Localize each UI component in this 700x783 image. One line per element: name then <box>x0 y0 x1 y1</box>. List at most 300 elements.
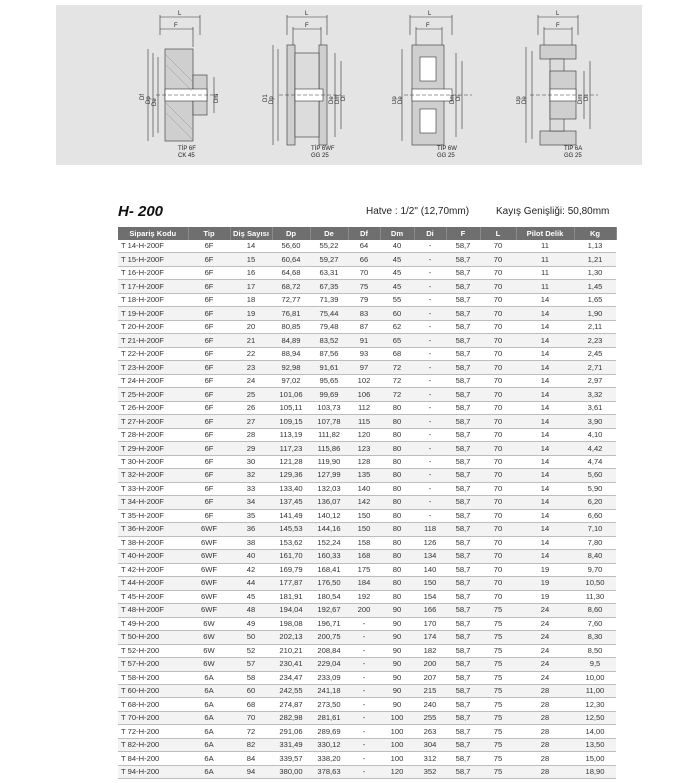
table-cell: 160,33 <box>310 550 348 563</box>
table-row <box>118 536 616 549</box>
table-row <box>118 765 616 778</box>
table-cell: 90 <box>380 658 414 671</box>
svg-text:Dp: Dp <box>269 96 275 104</box>
table-cell: 58,7 <box>446 428 480 441</box>
table-cell: 8,60 <box>574 604 616 617</box>
table-cell: 6F <box>188 482 230 495</box>
svg-text:L: L <box>556 11 560 17</box>
table-cell: 97,02 <box>272 374 310 387</box>
table-cell: 115 <box>348 415 380 428</box>
belt-width-info: Kayış Genişliği: 50,80mm <box>496 206 610 217</box>
table-cell: 70 <box>348 266 380 279</box>
table-cell: 58,7 <box>446 347 480 360</box>
table-cell: 2,45 <box>574 347 616 360</box>
table-cell: 117,23 <box>272 442 310 455</box>
table-cell: 150 <box>414 577 446 590</box>
table-cell: 6WF <box>188 577 230 590</box>
table-cell: - <box>414 293 446 306</box>
table-cell: 182 <box>414 644 446 657</box>
table-cell: 92,98 <box>272 361 310 374</box>
svg-text:L: L <box>428 11 432 17</box>
table-cell: 161,70 <box>272 550 310 563</box>
table-cell: 63,31 <box>310 266 348 279</box>
diagram-6f <box>138 5 238 165</box>
table-cell: T 36-H-200F <box>118 523 188 536</box>
table-cell: 17 <box>230 280 272 293</box>
series-title: H- 200 <box>118 203 164 220</box>
pitch-info: Hatve : 1/2" (12,70mm) <box>366 206 470 217</box>
table-cell: 90 <box>380 684 414 697</box>
table-cell: 58,7 <box>446 266 480 279</box>
table-cell: 75 <box>480 738 516 751</box>
table-row <box>118 563 616 576</box>
table-cell: 80 <box>380 590 414 603</box>
table-cell: 102 <box>348 374 380 387</box>
table-cell: 58,7 <box>446 482 480 495</box>
column-header: Df <box>348 227 380 240</box>
table-cell: 263 <box>414 725 446 738</box>
table-cell: 2,97 <box>574 374 616 387</box>
table-cell: 75 <box>480 725 516 738</box>
table-cell: - <box>414 509 446 522</box>
table-cell: - <box>414 253 446 266</box>
diagram-6w-label <box>437 146 457 160</box>
column-header: Sipariş Kodu <box>118 227 188 240</box>
svg-text:F: F <box>305 23 309 29</box>
diagram-6a <box>516 5 616 165</box>
table-cell: 38 <box>230 536 272 549</box>
table-cell: - <box>414 266 446 279</box>
table-cell: 75 <box>348 280 380 293</box>
table-cell: 103,73 <box>310 401 348 414</box>
table-row <box>118 320 616 333</box>
table-cell: 123 <box>348 442 380 455</box>
diagram-6a-type: TİP 6A <box>564 146 583 152</box>
table-cell: 14 <box>516 469 574 482</box>
table-cell: 58,7 <box>446 415 480 428</box>
table-cell: 75 <box>480 631 516 644</box>
table-cell: 134 <box>414 550 446 563</box>
table-cell: 70 <box>480 428 516 441</box>
svg-text:Di: Di <box>341 95 347 101</box>
table-cell: 338,20 <box>310 752 348 765</box>
pulley-6wf-drawing <box>261 5 361 165</box>
table-cell: 72,77 <box>272 293 310 306</box>
table-cell: 14 <box>516 482 574 495</box>
table-cell: 106 <box>348 388 380 401</box>
table-cell: 174 <box>414 631 446 644</box>
table-cell: 129,36 <box>272 469 310 482</box>
table-row <box>118 509 616 522</box>
table-cell: 242,55 <box>272 684 310 697</box>
table-cell: 75 <box>480 644 516 657</box>
table-cell: 200,75 <box>310 631 348 644</box>
table-body <box>118 240 616 779</box>
table-cell: 192 <box>348 590 380 603</box>
table-row <box>118 590 616 603</box>
table-cell: 55 <box>380 293 414 306</box>
table-row <box>118 658 616 671</box>
table-cell: 118 <box>414 523 446 536</box>
table-cell: - <box>348 752 380 765</box>
table-cell: 80 <box>380 428 414 441</box>
table-cell: 70 <box>480 293 516 306</box>
table-cell: 10,50 <box>574 577 616 590</box>
table-cell: 169,79 <box>272 563 310 576</box>
table-cell: 94 <box>230 765 272 778</box>
table-cell: 58,7 <box>446 563 480 576</box>
table-cell: 181,91 <box>272 590 310 603</box>
table-cell: 72 <box>380 361 414 374</box>
table-cell: 58,7 <box>446 334 480 347</box>
table-cell: 26 <box>230 401 272 414</box>
svg-text:De: De <box>329 96 335 104</box>
table-cell: 120 <box>380 765 414 778</box>
table-cell: 240 <box>414 698 446 711</box>
table-cell: 28 <box>516 711 574 724</box>
table-cell: 70 <box>480 253 516 266</box>
table-cell: T 28-H-200F <box>118 428 188 441</box>
table-cell: 6A <box>188 671 230 684</box>
table-cell: 14 <box>516 442 574 455</box>
table-cell: 80 <box>380 482 414 495</box>
table-cell: - <box>414 388 446 401</box>
table-cell: 80 <box>380 563 414 576</box>
table-cell: - <box>414 442 446 455</box>
svg-text:F: F <box>556 23 560 29</box>
table-cell: 55,22 <box>310 240 348 253</box>
table-cell: 304 <box>414 738 446 751</box>
table-cell: 330,12 <box>310 738 348 751</box>
table-cell: T 29-H-200F <box>118 442 188 455</box>
table-cell: 9,5 <box>574 658 616 671</box>
table-cell: 140,12 <box>310 509 348 522</box>
table-row <box>118 711 616 724</box>
table-cell: 128 <box>348 455 380 468</box>
column-header: Diş Sayısı <box>230 227 272 240</box>
table-cell: 58,7 <box>446 280 480 293</box>
table-cell: 3,32 <box>574 388 616 401</box>
table-cell: 100 <box>380 738 414 751</box>
table-cell: T 94-H-200 <box>118 765 188 778</box>
table-cell: 4,42 <box>574 442 616 455</box>
table-cell: 60 <box>230 684 272 697</box>
table-cell: T 72-H-200 <box>118 725 188 738</box>
table-cell: 58,7 <box>446 388 480 401</box>
table-cell: 14 <box>516 536 574 549</box>
table-cell: 64 <box>348 240 380 253</box>
table-row <box>118 752 616 765</box>
table-cell: 83 <box>348 307 380 320</box>
table-cell: 91 <box>348 334 380 347</box>
table-cell: 14 <box>516 293 574 306</box>
table-cell: 6WF <box>188 550 230 563</box>
table-cell: 65 <box>380 334 414 347</box>
table-cell: T 17-H-200F <box>118 280 188 293</box>
table-cell: 5,90 <box>574 482 616 495</box>
table-cell: 56,60 <box>272 240 310 253</box>
table-cell: T 38-H-200F <box>118 536 188 549</box>
table-cell: 70 <box>480 469 516 482</box>
table-cell: 25 <box>230 388 272 401</box>
table-cell: 6F <box>188 361 230 374</box>
table-cell: 6F <box>188 266 230 279</box>
table-cell: 58,7 <box>446 698 480 711</box>
table-cell: 6WF <box>188 604 230 617</box>
table-cell: 107,78 <box>310 415 348 428</box>
table-cell: 70 <box>480 347 516 360</box>
table-cell: 2,23 <box>574 334 616 347</box>
table-cell: 141,49 <box>272 509 310 522</box>
table-cell: 6W <box>188 658 230 671</box>
table-cell: 84,89 <box>272 334 310 347</box>
table-cell: 14 <box>516 523 574 536</box>
table-cell: T 30-H-200F <box>118 455 188 468</box>
svg-text:De: De <box>522 96 528 104</box>
svg-text:Dm: Dm <box>578 94 584 104</box>
table-cell: 194,04 <box>272 604 310 617</box>
table-cell: T 57-H-200 <box>118 658 188 671</box>
table-cell: 200 <box>414 658 446 671</box>
table-cell: 60,64 <box>272 253 310 266</box>
table-cell: 70 <box>230 711 272 724</box>
table-cell: T 20-H-200F <box>118 320 188 333</box>
table-row <box>118 496 616 509</box>
table-cell: T 23-H-200F <box>118 361 188 374</box>
table-cell: 90 <box>380 644 414 657</box>
table-cell: 8,50 <box>574 644 616 657</box>
table-cell: 80 <box>380 550 414 563</box>
table-cell: 16 <box>230 266 272 279</box>
table-cell: 184 <box>348 577 380 590</box>
table-cell: 58,7 <box>446 523 480 536</box>
table-cell: - <box>414 320 446 333</box>
table-cell: 33 <box>230 482 272 495</box>
column-header: Kg <box>574 227 616 240</box>
table-cell: 11,30 <box>574 590 616 603</box>
table-cell: 80 <box>380 415 414 428</box>
table-cell: 281,61 <box>310 711 348 724</box>
table-cell: 132,03 <box>310 482 348 495</box>
diagram-6f-label <box>178 146 196 160</box>
table-cell: 14 <box>516 320 574 333</box>
table-cell: 6A <box>188 738 230 751</box>
table-cell: 14 <box>516 455 574 468</box>
table-cell: 6F <box>188 428 230 441</box>
table-cell: 45 <box>230 590 272 603</box>
table-cell: 8,30 <box>574 631 616 644</box>
table-cell: 6F <box>188 307 230 320</box>
table-cell: 196,71 <box>310 617 348 630</box>
table-cell: 58,7 <box>446 765 480 778</box>
table-cell: 70 <box>480 240 516 253</box>
table-cell: 95,65 <box>310 374 348 387</box>
table-cell: 97 <box>348 361 380 374</box>
table-cell: 11 <box>516 253 574 266</box>
table-cell: 6F <box>188 253 230 266</box>
table-cell: 80 <box>380 536 414 549</box>
table-cell: 24 <box>230 374 272 387</box>
table-cell: 70 <box>480 536 516 549</box>
table-cell: T 16-H-200F <box>118 266 188 279</box>
table-cell: 1,90 <box>574 307 616 320</box>
table-cell: 6WF <box>188 563 230 576</box>
table-cell: 11,00 <box>574 684 616 697</box>
table-row <box>118 307 616 320</box>
table-cell: 127,99 <box>310 469 348 482</box>
table-cell: 6W <box>188 644 230 657</box>
table-cell: 18,90 <box>574 765 616 778</box>
table-cell: 7,10 <box>574 523 616 536</box>
column-header: F <box>446 227 480 240</box>
table-cell: 72 <box>380 374 414 387</box>
table-row <box>118 577 616 590</box>
svg-text:L: L <box>178 11 182 17</box>
table-cell: 175 <box>348 563 380 576</box>
table-cell: 176,50 <box>310 577 348 590</box>
table-cell: 1,21 <box>574 253 616 266</box>
table-cell: 58,7 <box>446 469 480 482</box>
table-cell: 144,16 <box>310 523 348 536</box>
table-cell: T 19-H-200F <box>118 307 188 320</box>
table-row <box>118 374 616 387</box>
table-cell: 83,52 <box>310 334 348 347</box>
table-cell: - <box>348 698 380 711</box>
table-cell: 3,90 <box>574 415 616 428</box>
table-cell: 6A <box>188 684 230 697</box>
table-cell: T 84-H-200 <box>118 752 188 765</box>
table-cell: 58,7 <box>446 590 480 603</box>
table-cell: 70 <box>480 307 516 320</box>
table-cell: - <box>414 482 446 495</box>
table-cell: 91,61 <box>310 361 348 374</box>
table-cell: 28 <box>516 684 574 697</box>
table-cell: 170 <box>414 617 446 630</box>
table-row <box>118 725 616 738</box>
table-cell: 180,54 <box>310 590 348 603</box>
table-row <box>118 631 616 644</box>
table-cell: 75 <box>480 604 516 617</box>
table-cell: 135 <box>348 469 380 482</box>
table-cell: 58,7 <box>446 725 480 738</box>
table-cell: 136,07 <box>310 496 348 509</box>
table-cell: 70 <box>480 509 516 522</box>
table-cell: 1,30 <box>574 266 616 279</box>
table-cell: 14 <box>516 428 574 441</box>
svg-text:L: L <box>305 11 309 17</box>
table-cell: 4,74 <box>574 455 616 468</box>
table-cell: 87,56 <box>310 347 348 360</box>
table-cell: - <box>414 374 446 387</box>
table-cell: 58,7 <box>446 307 480 320</box>
table-cell: 339,57 <box>272 752 310 765</box>
table-cell: 58,7 <box>446 684 480 697</box>
table-cell: 90 <box>380 617 414 630</box>
table-cell: 6F <box>188 415 230 428</box>
table-cell: 119,90 <box>310 455 348 468</box>
table-cell: - <box>414 469 446 482</box>
table-row <box>118 442 616 455</box>
table-cell: 11 <box>516 280 574 293</box>
svg-text:Di: Di <box>456 95 462 101</box>
table-cell: 3,61 <box>574 401 616 414</box>
table-cell: 80 <box>380 469 414 482</box>
table-cell: 70 <box>480 590 516 603</box>
pulley-6a-drawing <box>516 5 616 165</box>
table-cell: 14 <box>516 415 574 428</box>
table-cell: 58,7 <box>446 711 480 724</box>
table-cell: 6A <box>188 711 230 724</box>
table-cell: 24 <box>516 671 574 684</box>
table-cell: 70 <box>480 577 516 590</box>
table-cell: 28 <box>516 698 574 711</box>
table-cell: 44 <box>230 577 272 590</box>
table-cell: 289,69 <box>310 725 348 738</box>
table-cell: 87 <box>348 320 380 333</box>
table-cell: 378,63 <box>310 765 348 778</box>
table-title-row <box>118 203 618 221</box>
table-cell: 152,24 <box>310 536 348 549</box>
table-cell: 58,7 <box>446 658 480 671</box>
table-cell: 140 <box>348 482 380 495</box>
table-row <box>118 482 616 495</box>
table-cell: 58,7 <box>446 752 480 765</box>
table-row <box>118 401 616 414</box>
table-cell: 29 <box>230 442 272 455</box>
table-cell: 72 <box>380 388 414 401</box>
table-row <box>118 347 616 360</box>
table-cell: T 70-H-200 <box>118 711 188 724</box>
table-cell: 75 <box>480 684 516 697</box>
table-cell: - <box>348 658 380 671</box>
table-cell: 58,7 <box>446 442 480 455</box>
table-cell: 24 <box>516 617 574 630</box>
column-header: Dp <box>272 227 310 240</box>
table-cell: 57 <box>230 658 272 671</box>
table-cell: 137,45 <box>272 496 310 509</box>
table-row <box>118 550 616 563</box>
table-cell: 215 <box>414 684 446 697</box>
table-header-row <box>118 227 616 240</box>
table-cell: 58,7 <box>446 577 480 590</box>
table-cell: 70 <box>480 280 516 293</box>
table-cell: 70 <box>480 455 516 468</box>
table-cell: 6F <box>188 347 230 360</box>
table-cell: T 60-H-200 <box>118 684 188 697</box>
table-cell: 90 <box>380 604 414 617</box>
table-cell: 6F <box>188 455 230 468</box>
table-cell: 58,7 <box>446 361 480 374</box>
table-cell: 234,47 <box>272 671 310 684</box>
table-cell: 58,7 <box>446 550 480 563</box>
table-cell: - <box>414 240 446 253</box>
table-cell: 100 <box>380 711 414 724</box>
table-cell: T 27-H-200F <box>118 415 188 428</box>
table-cell: T 33-H-200F <box>118 482 188 495</box>
table-cell: 75 <box>480 617 516 630</box>
svg-text:F: F <box>426 23 430 29</box>
table-cell: 48 <box>230 604 272 617</box>
table-cell: 50 <box>230 631 272 644</box>
column-header: Pilot Delik <box>516 227 574 240</box>
table-cell: 23 <box>230 361 272 374</box>
table-row <box>118 415 616 428</box>
table-cell: 58,7 <box>446 671 480 684</box>
table-cell: 6,20 <box>574 496 616 509</box>
table-cell: 70 <box>480 320 516 333</box>
table-cell: 58,7 <box>446 253 480 266</box>
table-cell: 200 <box>348 604 380 617</box>
